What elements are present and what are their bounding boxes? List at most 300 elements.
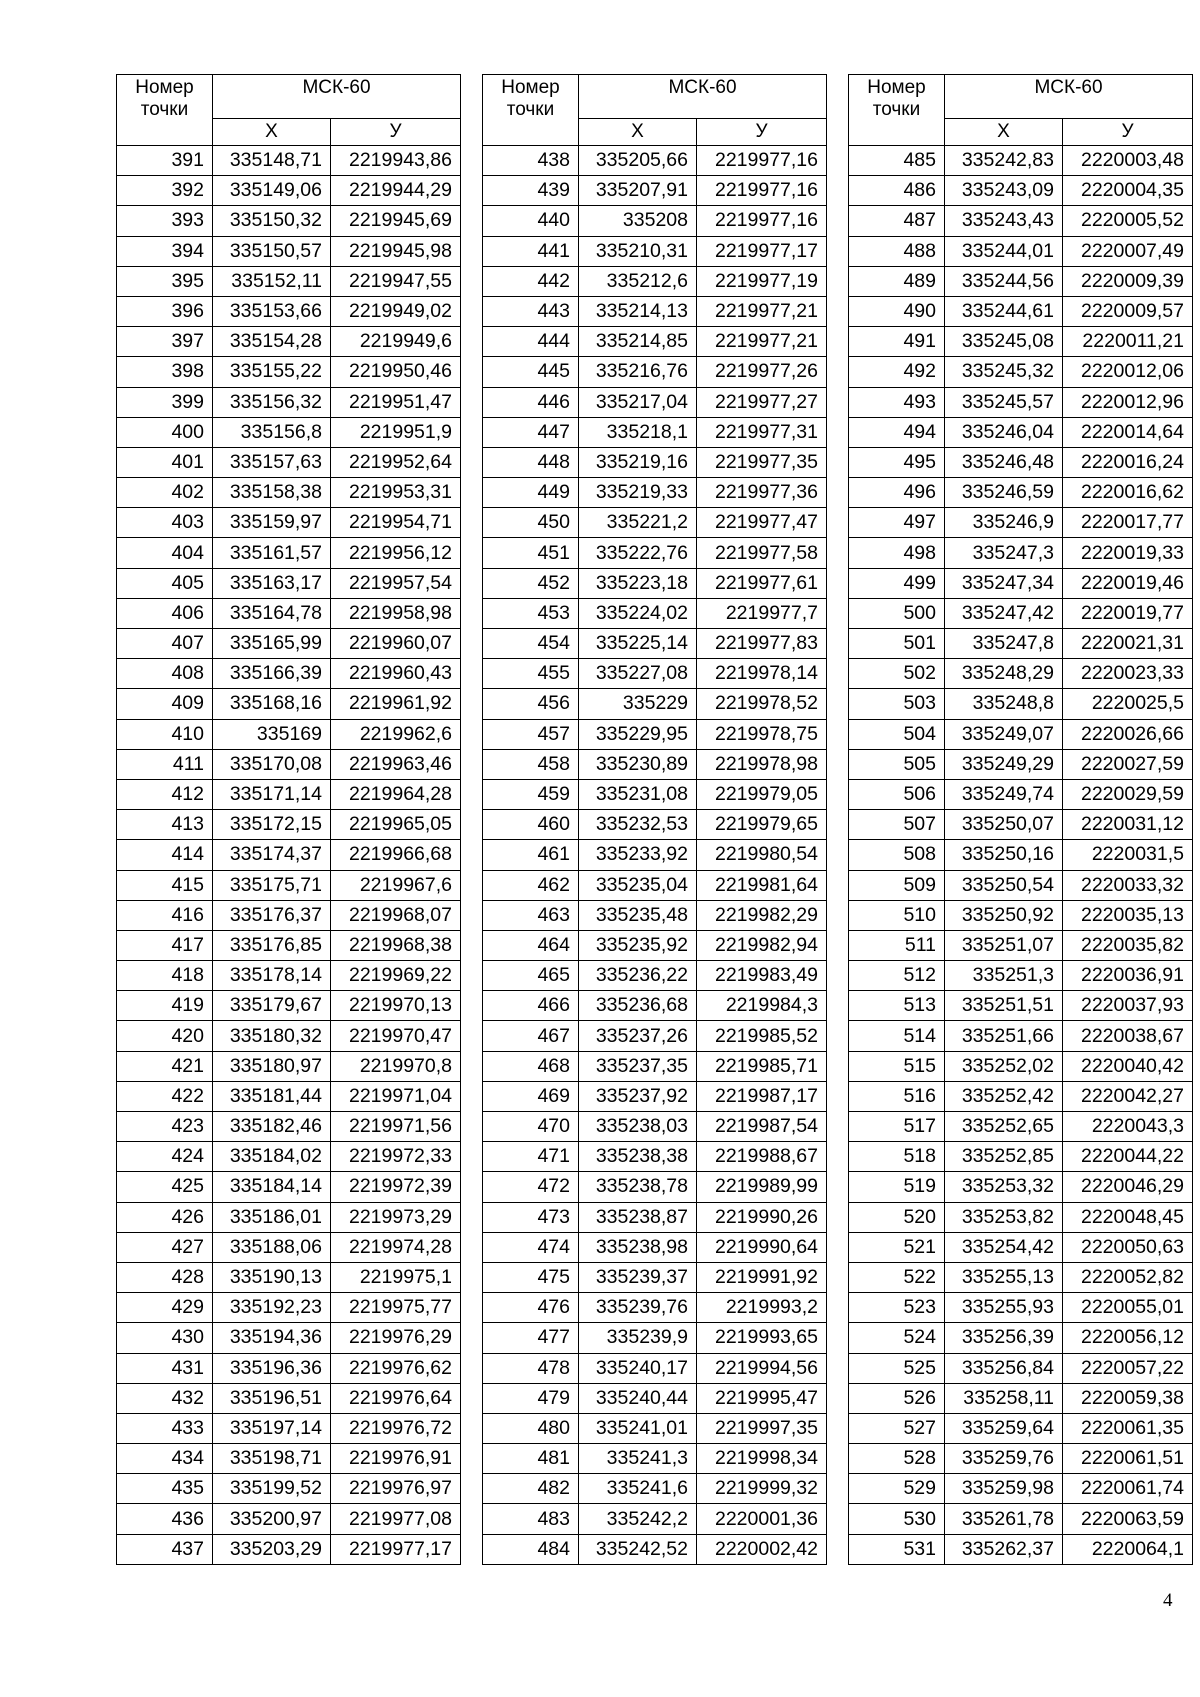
x-coordinate-cell: 335238,78 [579, 1172, 697, 1202]
x-coordinate-cell: 335251,07 [945, 930, 1063, 960]
x-coordinate-cell: 335156,32 [213, 387, 331, 417]
point-number-cell: 451 [483, 538, 579, 568]
point-number-cell: 399 [117, 387, 213, 417]
x-coordinate-cell: 335247,3 [945, 538, 1063, 568]
x-coordinate-cell: 335150,57 [213, 236, 331, 266]
point-number-cell: 418 [117, 961, 213, 991]
y-coordinate-cell: 2220031,5 [1063, 840, 1193, 870]
y-coordinate-cell: 2219967,6 [331, 870, 461, 900]
x-coordinate-cell: 335190,13 [213, 1262, 331, 1292]
x-coordinate-cell: 335170,08 [213, 749, 331, 779]
y-coordinate-cell: 2219970,47 [331, 1021, 461, 1051]
table-row [849, 1112, 1193, 1142]
y-coordinate-cell: 2220019,46 [1063, 568, 1193, 598]
x-coordinate-cell: 335250,16 [945, 840, 1063, 870]
y-coordinate-cell: 2220025,5 [1063, 689, 1193, 719]
y-coordinate-cell: 2219978,98 [697, 749, 827, 779]
y-coordinate-cell: 2219983,49 [697, 961, 827, 991]
table-row [117, 1504, 461, 1534]
point-number-cell: 486 [849, 176, 945, 206]
x-coordinate-cell: 335175,71 [213, 870, 331, 900]
x-coordinate-cell: 335249,74 [945, 779, 1063, 809]
table-row [849, 689, 1193, 719]
point-number-cell: 452 [483, 568, 579, 598]
point-number-cell: 471 [483, 1142, 579, 1172]
table-row [117, 508, 461, 538]
point-number-cell: 408 [117, 659, 213, 689]
table-row [117, 1444, 461, 1474]
point-number-cell: 395 [117, 266, 213, 296]
point-number-cell: 508 [849, 840, 945, 870]
x-coordinate-cell: 335182,46 [213, 1112, 331, 1142]
x-coordinate-cell: 335255,13 [945, 1262, 1063, 1292]
y-coordinate-cell: 2220037,93 [1063, 991, 1193, 1021]
point-number-cell: 527 [849, 1413, 945, 1443]
x-coordinate-cell: 335259,76 [945, 1444, 1063, 1474]
x-coordinate-cell: 335153,66 [213, 296, 331, 326]
y-coordinate-cell: 2219977,83 [697, 629, 827, 659]
y-coordinate-cell: 2219977,47 [697, 508, 827, 538]
x-coordinate-cell: 335250,92 [945, 900, 1063, 930]
table-row [117, 991, 461, 1021]
x-coordinate-cell: 335216,76 [579, 357, 697, 387]
x-coordinate-cell: 335242,2 [579, 1504, 697, 1534]
y-coordinate-cell: 2220009,57 [1063, 296, 1193, 326]
y-coordinate-cell: 2219945,98 [331, 236, 461, 266]
x-coordinate-cell: 335221,2 [579, 508, 697, 538]
point-number-cell: 464 [483, 930, 579, 960]
point-number-cell: 440 [483, 206, 579, 236]
x-coordinate-cell: 335219,33 [579, 478, 697, 508]
point-number-cell: 415 [117, 870, 213, 900]
x-coordinate-cell: 335253,82 [945, 1202, 1063, 1232]
x-coordinate-cell: 335150,32 [213, 206, 331, 236]
x-column-header: Х [579, 119, 697, 146]
table-row [117, 357, 461, 387]
x-coordinate-cell: 335243,43 [945, 206, 1063, 236]
point-number-cell: 507 [849, 810, 945, 840]
point-number-cell: 495 [849, 447, 945, 477]
table-row [849, 568, 1193, 598]
x-coordinate-cell: 335200,97 [213, 1504, 331, 1534]
x-coordinate-cell: 335249,29 [945, 749, 1063, 779]
table-row [117, 236, 461, 266]
x-coordinate-cell: 335246,48 [945, 447, 1063, 477]
y-coordinate-cell: 2219968,07 [331, 900, 461, 930]
point-number-cell: 480 [483, 1413, 579, 1443]
x-coordinate-cell: 335222,76 [579, 538, 697, 568]
y-coordinate-cell: 2219978,52 [697, 689, 827, 719]
coordinates-table-2 [482, 74, 827, 1565]
y-coordinate-cell: 2219977,17 [331, 1534, 461, 1564]
x-coordinate-cell: 335239,76 [579, 1293, 697, 1323]
x-coordinate-cell: 335246,04 [945, 417, 1063, 447]
point-number-cell: 476 [483, 1293, 579, 1323]
table-row [117, 1323, 461, 1353]
x-coordinate-cell: 335241,6 [579, 1474, 697, 1504]
y-coordinate-cell: 2219977,7 [697, 598, 827, 628]
y-coordinate-cell: 2220052,82 [1063, 1262, 1193, 1292]
table-row [483, 417, 827, 447]
table-row [849, 327, 1193, 357]
x-coordinate-cell: 335176,37 [213, 900, 331, 930]
x-coordinate-cell: 335157,63 [213, 447, 331, 477]
y-coordinate-cell: 2220027,59 [1063, 749, 1193, 779]
point-number-cell: 457 [483, 719, 579, 749]
table-row [849, 1413, 1193, 1443]
x-coordinate-cell: 335180,97 [213, 1051, 331, 1081]
table-row [117, 176, 461, 206]
table-row [483, 538, 827, 568]
y-coordinate-cell: 2220001,36 [697, 1504, 827, 1534]
crs-header: МСК-60 [213, 75, 461, 119]
x-coordinate-cell: 335258,11 [945, 1383, 1063, 1413]
table-row [849, 961, 1193, 991]
y-coordinate-cell: 2220016,62 [1063, 478, 1193, 508]
y-coordinate-cell: 2220014,64 [1063, 417, 1193, 447]
point-number-cell: 484 [483, 1534, 579, 1564]
x-coordinate-cell: 335199,52 [213, 1474, 331, 1504]
y-coordinate-cell: 2219990,26 [697, 1202, 827, 1232]
point-number-cell: 430 [117, 1323, 213, 1353]
table-row [483, 357, 827, 387]
x-coordinate-cell: 335246,59 [945, 478, 1063, 508]
x-coordinate-cell: 335172,15 [213, 810, 331, 840]
point-number-cell: 421 [117, 1051, 213, 1081]
point-number-cell: 406 [117, 598, 213, 628]
x-coordinate-cell: 335161,57 [213, 538, 331, 568]
point-number-cell: 493 [849, 387, 945, 417]
table-row [849, 1444, 1193, 1474]
x-coordinate-cell: 335159,97 [213, 508, 331, 538]
x-coordinate-cell: 335248,8 [945, 689, 1063, 719]
y-coordinate-cell: 2220012,06 [1063, 357, 1193, 387]
table-row [483, 1051, 827, 1081]
point-number-cell: 518 [849, 1142, 945, 1172]
table-row [849, 1262, 1193, 1292]
point-number-cell: 417 [117, 930, 213, 960]
y-coordinate-cell: 2219947,55 [331, 266, 461, 296]
table-row [849, 1081, 1193, 1111]
y-coordinate-cell: 2219978,14 [697, 659, 827, 689]
x-coordinate-cell: 335247,42 [945, 598, 1063, 628]
crs-header: МСК-60 [945, 75, 1193, 119]
point-number-cell: 410 [117, 719, 213, 749]
point-number-cell: 483 [483, 1504, 579, 1534]
y-coordinate-cell: 2219965,05 [331, 810, 461, 840]
point-number-cell: 515 [849, 1051, 945, 1081]
y-coordinate-cell: 2219976,62 [331, 1353, 461, 1383]
table-row [849, 779, 1193, 809]
y-coordinate-cell: 2219975,1 [331, 1262, 461, 1292]
point-number-cell: 448 [483, 447, 579, 477]
point-number-cell: 512 [849, 961, 945, 991]
y-coordinate-cell: 2219985,52 [697, 1021, 827, 1051]
point-number-cell: 426 [117, 1202, 213, 1232]
y-coordinate-cell: 2220016,24 [1063, 447, 1193, 477]
x-coordinate-cell: 335165,99 [213, 629, 331, 659]
y-coordinate-cell: 2219956,12 [331, 538, 461, 568]
point-number-cell: 459 [483, 779, 579, 809]
table-row [849, 417, 1193, 447]
table-row [483, 568, 827, 598]
table-row [117, 1534, 461, 1564]
table-row [849, 1021, 1193, 1051]
y-coordinate-cell: 2219979,65 [697, 810, 827, 840]
point-number-cell: 456 [483, 689, 579, 719]
table-row [849, 930, 1193, 960]
x-coordinate-cell: 335244,61 [945, 296, 1063, 326]
y-coordinate-cell: 2219977,21 [697, 296, 827, 326]
y-coordinate-cell: 2220061,51 [1063, 1444, 1193, 1474]
table-row [483, 206, 827, 236]
table-row [483, 447, 827, 477]
point-number-cell: 438 [483, 146, 579, 176]
y-coordinate-cell: 2219987,17 [697, 1081, 827, 1111]
point-number-cell: 427 [117, 1232, 213, 1262]
table-row [849, 1202, 1193, 1232]
point-number-cell: 439 [483, 176, 579, 206]
point-number-cell: 517 [849, 1112, 945, 1142]
table-row [483, 991, 827, 1021]
y-coordinate-cell: 2219977,17 [697, 236, 827, 266]
page-number: 4 [1163, 1590, 1173, 1611]
y-coordinate-cell: 2219993,2 [697, 1293, 827, 1323]
point-number-cell: 519 [849, 1172, 945, 1202]
y-coordinate-cell: 2220012,96 [1063, 387, 1193, 417]
point-number-cell: 509 [849, 870, 945, 900]
x-coordinate-cell: 335196,36 [213, 1353, 331, 1383]
table-row [117, 568, 461, 598]
x-coordinate-cell: 335229 [579, 689, 697, 719]
y-coordinate-cell: 2219963,46 [331, 749, 461, 779]
y-coordinate-cell: 2219977,19 [697, 266, 827, 296]
y-coordinate-cell: 2219977,26 [697, 357, 827, 387]
x-coordinate-cell: 335148,71 [213, 146, 331, 176]
point-number-cell: 400 [117, 417, 213, 447]
point-number-cell: 435 [117, 1474, 213, 1504]
x-coordinate-cell: 335240,17 [579, 1353, 697, 1383]
table-row [849, 1353, 1193, 1383]
y-coordinate-cell: 2219985,71 [697, 1051, 827, 1081]
y-coordinate-cell: 2219972,39 [331, 1172, 461, 1202]
y-coordinate-cell: 2220061,35 [1063, 1413, 1193, 1443]
x-coordinate-cell: 335252,02 [945, 1051, 1063, 1081]
point-number-cell: 511 [849, 930, 945, 960]
y-coordinate-cell: 2219981,64 [697, 870, 827, 900]
table-row [483, 810, 827, 840]
point-number-cell: 416 [117, 900, 213, 930]
y-coordinate-cell: 2219977,31 [697, 417, 827, 447]
table-row [117, 478, 461, 508]
table-row [483, 236, 827, 266]
table-row [483, 1444, 827, 1474]
table-row [117, 266, 461, 296]
y-column-header: У [697, 119, 827, 146]
point-number-cell: 411 [117, 749, 213, 779]
y-coordinate-cell: 2219962,6 [331, 719, 461, 749]
point-number-header: Номер точки [117, 75, 213, 146]
y-coordinate-cell: 2220011,21 [1063, 327, 1193, 357]
point-number-cell: 487 [849, 206, 945, 236]
table-row [117, 1262, 461, 1292]
y-coordinate-cell: 2219977,61 [697, 568, 827, 598]
x-coordinate-cell: 335250,54 [945, 870, 1063, 900]
table-row [849, 1051, 1193, 1081]
x-coordinate-cell: 335208 [579, 206, 697, 236]
y-coordinate-cell: 2219968,38 [331, 930, 461, 960]
y-coordinate-cell: 2219960,07 [331, 629, 461, 659]
y-coordinate-cell: 2220044,22 [1063, 1142, 1193, 1172]
table-row [117, 1353, 461, 1383]
y-coordinate-cell: 2219982,29 [697, 900, 827, 930]
x-coordinate-cell: 335241,01 [579, 1413, 697, 1443]
x-coordinate-cell: 335174,37 [213, 840, 331, 870]
point-number-cell: 405 [117, 568, 213, 598]
y-coordinate-cell: 2220064,1 [1063, 1534, 1193, 1564]
table-row [117, 538, 461, 568]
y-coordinate-cell: 2220007,49 [1063, 236, 1193, 266]
x-coordinate-cell: 335166,39 [213, 659, 331, 689]
point-number-cell: 521 [849, 1232, 945, 1262]
x-coordinate-cell: 335235,04 [579, 870, 697, 900]
coordinates-table-3 [848, 74, 1193, 1565]
point-number-cell: 437 [117, 1534, 213, 1564]
x-coordinate-cell: 335169 [213, 719, 331, 749]
y-coordinate-cell: 2219977,36 [697, 478, 827, 508]
table-row [483, 1293, 827, 1323]
table-row [483, 1172, 827, 1202]
point-number-cell: 425 [117, 1172, 213, 1202]
table-row [483, 1504, 827, 1534]
point-number-cell: 402 [117, 478, 213, 508]
table-row [483, 930, 827, 960]
x-coordinate-cell: 335188,06 [213, 1232, 331, 1262]
y-coordinate-cell: 2220042,27 [1063, 1081, 1193, 1111]
y-coordinate-cell: 2219973,29 [331, 1202, 461, 1232]
table-row [849, 508, 1193, 538]
y-coordinate-cell: 2219976,91 [331, 1444, 461, 1474]
y-coordinate-cell: 2219970,13 [331, 991, 461, 1021]
x-coordinate-cell: 335154,28 [213, 327, 331, 357]
y-coordinate-cell: 2219984,3 [697, 991, 827, 1021]
table-row [849, 1172, 1193, 1202]
y-coordinate-cell: 2219949,6 [331, 327, 461, 357]
y-coordinate-cell: 2219991,92 [697, 1262, 827, 1292]
point-number-cell: 391 [117, 146, 213, 176]
table-row [117, 296, 461, 326]
point-number-cell: 482 [483, 1474, 579, 1504]
table-row [117, 1081, 461, 1111]
x-column-header: Х [945, 119, 1063, 146]
point-number-cell: 432 [117, 1383, 213, 1413]
table-row [849, 991, 1193, 1021]
table-row [117, 1293, 461, 1323]
y-column-header: У [331, 119, 461, 146]
y-coordinate-cell: 2219943,86 [331, 146, 461, 176]
x-coordinate-cell: 335261,78 [945, 1504, 1063, 1534]
y-coordinate-cell: 2220017,77 [1063, 508, 1193, 538]
table-row [483, 1383, 827, 1413]
x-coordinate-cell: 335253,32 [945, 1172, 1063, 1202]
x-coordinate-cell: 335158,38 [213, 478, 331, 508]
y-coordinate-cell: 2220021,31 [1063, 629, 1193, 659]
point-number-cell: 433 [117, 1413, 213, 1443]
point-number-cell: 468 [483, 1051, 579, 1081]
y-coordinate-cell: 2219958,98 [331, 598, 461, 628]
table-row [117, 1172, 461, 1202]
x-coordinate-cell: 335180,32 [213, 1021, 331, 1051]
y-coordinate-cell: 2219976,29 [331, 1323, 461, 1353]
x-coordinate-cell: 335178,14 [213, 961, 331, 991]
x-coordinate-cell: 335217,04 [579, 387, 697, 417]
table-row [483, 1081, 827, 1111]
point-number-cell: 504 [849, 719, 945, 749]
y-coordinate-cell: 2220038,67 [1063, 1021, 1193, 1051]
x-coordinate-cell: 335238,38 [579, 1142, 697, 1172]
y-coordinate-cell: 2220057,22 [1063, 1353, 1193, 1383]
y-coordinate-cell: 2219997,35 [697, 1413, 827, 1443]
point-number-cell: 458 [483, 749, 579, 779]
table-row [483, 1202, 827, 1232]
point-number-cell: 523 [849, 1293, 945, 1323]
table-row [117, 779, 461, 809]
point-number-cell: 413 [117, 810, 213, 840]
table-row [483, 1021, 827, 1051]
point-number-cell: 488 [849, 236, 945, 266]
y-coordinate-cell: 2220005,52 [1063, 206, 1193, 236]
table-row [849, 1474, 1193, 1504]
table-row [483, 719, 827, 749]
x-coordinate-cell: 335205,66 [579, 146, 697, 176]
table-row [849, 236, 1193, 266]
x-coordinate-cell: 335255,93 [945, 1293, 1063, 1323]
point-number-cell: 429 [117, 1293, 213, 1323]
point-number-cell: 490 [849, 296, 945, 326]
point-number-cell: 392 [117, 176, 213, 206]
point-number-cell: 524 [849, 1323, 945, 1353]
table-row [849, 810, 1193, 840]
y-coordinate-cell: 2220019,77 [1063, 598, 1193, 628]
point-number-cell: 446 [483, 387, 579, 417]
point-number-cell: 443 [483, 296, 579, 326]
point-number-cell: 470 [483, 1112, 579, 1142]
point-number-cell: 428 [117, 1262, 213, 1292]
point-number-cell: 454 [483, 629, 579, 659]
y-coordinate-cell: 2220063,59 [1063, 1504, 1193, 1534]
point-number-cell: 513 [849, 991, 945, 1021]
point-number-cell: 449 [483, 478, 579, 508]
point-number-cell: 477 [483, 1323, 579, 1353]
point-number-cell: 492 [849, 357, 945, 387]
x-coordinate-cell: 335155,22 [213, 357, 331, 387]
point-number-cell: 453 [483, 598, 579, 628]
table-row [483, 296, 827, 326]
y-coordinate-cell: 2220061,74 [1063, 1474, 1193, 1504]
y-coordinate-cell: 2219957,54 [331, 568, 461, 598]
table-row [117, 1413, 461, 1443]
x-coordinate-cell: 335210,31 [579, 236, 697, 266]
point-number-cell: 528 [849, 1444, 945, 1474]
y-coordinate-cell: 2219960,43 [331, 659, 461, 689]
table-row [117, 689, 461, 719]
point-number-cell: 393 [117, 206, 213, 236]
point-number-cell: 516 [849, 1081, 945, 1111]
point-number-cell: 444 [483, 327, 579, 357]
y-coordinate-cell: 2219975,77 [331, 1293, 461, 1323]
x-coordinate-cell: 335156,8 [213, 417, 331, 447]
point-number-cell: 419 [117, 991, 213, 1021]
